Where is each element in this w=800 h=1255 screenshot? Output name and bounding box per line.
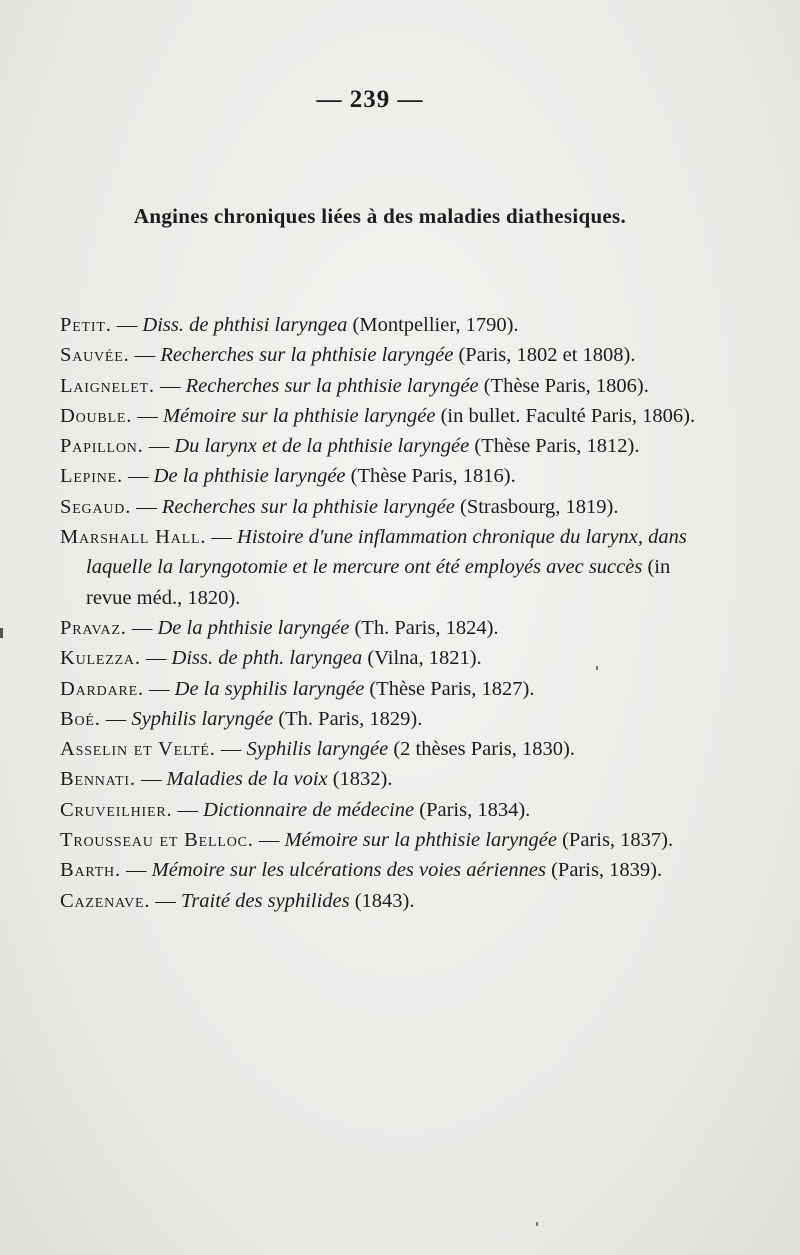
entry-details: (Montpellier, 1790). <box>347 314 519 336</box>
entry-dash: — <box>143 677 175 700</box>
entry-author: Papillon. <box>60 435 144 458</box>
entry-details: (Thèse Paris, 1812). <box>469 435 640 458</box>
entry-details: (Paris, 1802 et 1808). <box>453 344 636 367</box>
entry-details: (in bullet. Faculté Paris, 1806). <box>435 404 696 427</box>
entry-details: (Vilna, 1821). <box>362 647 482 670</box>
entry-author: Sauvée. <box>60 344 130 367</box>
entry-work-title: Syphilis laryngée <box>131 707 274 730</box>
bibliography-entry <box>60 825 710 855</box>
entry-author: Trousseau et Belloc. <box>60 829 254 852</box>
entry-dash: — <box>111 314 143 336</box>
bibliography-entry <box>60 401 710 431</box>
entry-author: Asselin et Velté. <box>60 738 216 761</box>
entry-work-title: Mémoire sur les ulcérations des voies aériennes <box>151 859 546 882</box>
bibliography-entry <box>60 886 710 916</box>
bibliography-entry <box>60 643 710 673</box>
entry-details: (1832). <box>327 768 393 791</box>
entry-dash: — <box>126 616 158 639</box>
entry-work-title: De la phthisie laryngée <box>153 465 346 488</box>
ink-speck <box>596 666 598 670</box>
entry-author: Cruveilhier. <box>60 798 173 821</box>
entry-work-title: Dictionnaire de médecine <box>203 798 415 821</box>
entry-work-title: Mémoire sur la phthisie laryngée <box>162 404 436 427</box>
bibliography-entry <box>60 734 710 764</box>
entry-details: (2 thèses Paris, 1830). <box>388 738 575 761</box>
entry-author: Marshall Hall. <box>60 526 207 549</box>
page-number: — 239 — <box>316 86 424 113</box>
bibliography-entry <box>60 492 710 522</box>
entry-author: Kulezza. <box>60 647 141 670</box>
bibliography-entry <box>60 522 710 613</box>
entry-author: Segaud. <box>60 495 132 518</box>
bibliography-entry <box>60 855 710 885</box>
entry-details: (Thèse Paris, 1827). <box>364 677 535 700</box>
bibliography-entry <box>60 340 710 370</box>
entry-dash: — <box>150 889 182 912</box>
entry-dash: — <box>154 374 186 397</box>
entry-author: Pravaz. <box>60 616 127 639</box>
bibliography-entry <box>60 371 710 401</box>
entry-work-title: Recherches sur la phthisie laryngée <box>161 495 455 518</box>
bibliography-entry <box>60 613 710 643</box>
entry-work-title: Traité des syphilides <box>181 889 350 912</box>
entry-dash: — <box>206 526 238 549</box>
ink-speck <box>536 1222 538 1226</box>
bibliography-entry <box>60 461 710 491</box>
page-edge-mark <box>0 628 3 638</box>
entry-details: (Thèse Paris, 1806). <box>478 374 649 397</box>
entry-details: (Thèse Paris, 1816). <box>345 465 516 488</box>
entry-details: (in revue méd., 1820). <box>86 556 671 609</box>
entry-author: Boé. <box>60 707 101 730</box>
bibliography-entry <box>60 431 710 461</box>
entry-work-title: Recherches sur la phthisie laryngée <box>160 344 454 367</box>
bibliography-entry <box>60 795 710 825</box>
entry-dash: — <box>140 647 172 670</box>
entry-work-title: Diss. de phthisi laryngea <box>142 314 348 336</box>
entry-work-title: Histoire d'une inflammation chronique du larynx, dans laquelle la laryngotomie et le mercure ont été employés avec succès <box>86 526 687 579</box>
entry-work-title: Mémoire sur la phthisie laryngée <box>284 829 557 852</box>
entry-work-title: Recherches sur la phthisie laryngée <box>185 374 479 397</box>
bibliography-entry <box>60 310 710 340</box>
entry-details: (Th. Paris, 1829). <box>273 707 423 730</box>
entry-author: Barth. <box>60 859 121 882</box>
entry-dash: — <box>172 798 204 821</box>
entry-work-title: Du larynx et de la phthisie laryngée <box>174 435 470 458</box>
entry-dash: — <box>131 495 162 518</box>
entry-details: (Strasbourg, 1819). <box>454 495 619 518</box>
entry-details: (Paris, 1834). <box>414 798 531 821</box>
entry-dash: — <box>132 404 163 427</box>
entry-dash: — <box>215 738 247 761</box>
entry-work-title: Syphilis laryngée <box>246 738 389 761</box>
entry-work-title: De la phthisie laryngée <box>157 616 350 639</box>
entry-details: (1843). <box>349 889 415 912</box>
bibliography-entry <box>60 674 710 704</box>
entry-details: (Th. Paris, 1824). <box>349 616 499 639</box>
section-title: Angines chroniques liées à des maladies diathesiques. <box>133 204 627 228</box>
entry-details: (Paris, 1839). <box>545 859 663 882</box>
entry-dash: — <box>129 344 161 367</box>
entry-dash: — <box>122 465 154 488</box>
entry-dash: — <box>143 435 175 458</box>
entry-author: Laignelet. <box>60 374 155 397</box>
bibliography-entry <box>60 704 710 734</box>
entry-details: (Paris, 1837). <box>556 829 674 852</box>
bibliography-list <box>60 310 710 916</box>
entry-author: Double. <box>60 404 133 427</box>
entry-dash: — <box>120 859 152 882</box>
entry-work-title: De la syphilis laryngée <box>174 677 365 700</box>
entry-author: Cazenave. <box>60 889 151 912</box>
entry-author: Dardare. <box>60 677 144 700</box>
entry-dash: — <box>253 829 285 852</box>
entry-work-title: Maladies de la voix <box>166 768 328 791</box>
entry-dash: — <box>135 768 167 791</box>
entry-work-title: Diss. de phth. laryngea <box>171 647 363 670</box>
entry-author: Petit. <box>60 314 112 336</box>
entry-author: Bennati. <box>60 768 136 791</box>
entry-author: Lepine. <box>60 465 123 488</box>
bibliography-entry <box>60 764 710 794</box>
entry-dash: — <box>100 707 132 730</box>
